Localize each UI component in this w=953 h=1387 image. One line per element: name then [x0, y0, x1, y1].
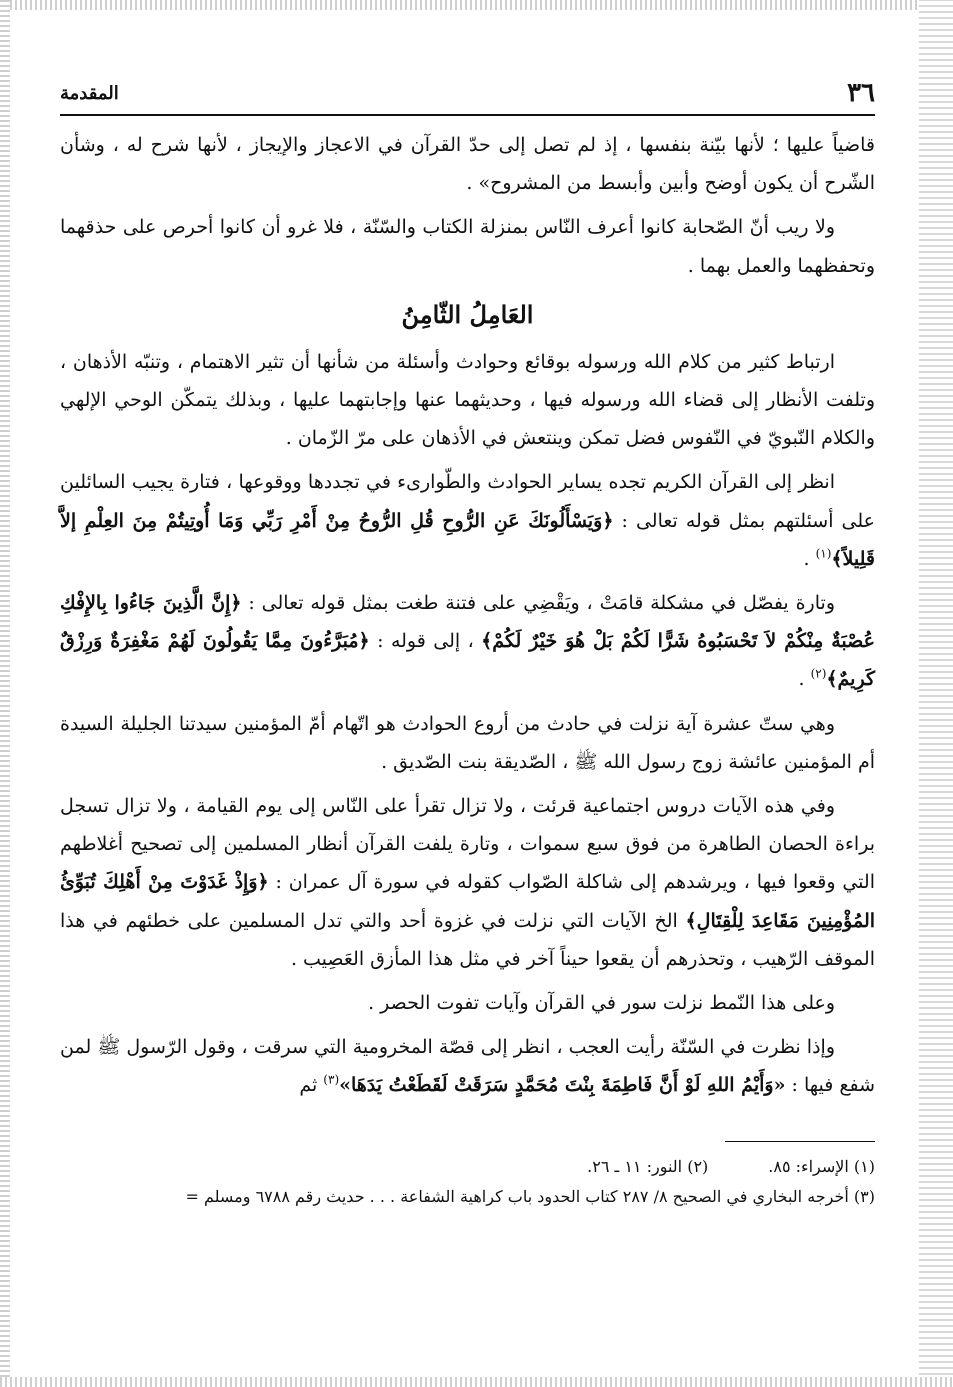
paragraph-end: ثم	[299, 1074, 318, 1097]
paragraph-continuation: قاضياً عليها ؛ لأنها بيّنة بنفسها ، إذ لم تصل إلى حدّ القرآن في الاعجاز والإيجاز ، لأنها شرح له ، وشأن الشّرح أن يكون أوضح وأبين وأبسط من المشروح» .	[60, 134, 875, 195]
page-border-bottom	[0, 1377, 953, 1387]
running-title: المقدمة	[60, 82, 119, 104]
paragraph-factor-eight: ارتباط كثير من كلام الله ورسوله بوقائع وحوادث وأسئلة من شأنها أن تثير الاهتمام ، وتنبّه الأذهان ، وتلفت الأنظار إلى قضاء الله ورسوله فيها ، وحديثهما عنها وإجابتهما عليها ، وبذلك يتمكّن الوحي الإلهي والكلام النّبويّ في النّفوس فضل تمكن وينتعش في الأذهان على مرّ الزّمان .	[60, 350, 875, 450]
paragraph-text: انظر إلى القرآن الكريم تجده يساير الحوادث والطّوارىء في تجددها ووقوعها ، فتارة يجيب السائلين على أسئلتهم بمثل قوله تعالى :	[60, 471, 875, 532]
footnote-marker-1: (١)	[815, 546, 832, 561]
page-border-right	[919, 0, 953, 1387]
paragraph-text: ، إلى قوله :	[377, 630, 474, 653]
paragraph-text: وتارة يفصّل في مشكلة قامَتْ ، ويَقْضِي على فتنة طغت بمثل قوله تعالى :	[248, 592, 835, 615]
quran-verse-ifk: ﴿إِنَّ الَّذِينَ جَاءُوا بِالإِفْكِ عُصْبَةٌ مِنْكُمْ لاَ تَحْسَبُوهُ شَرًّا لَكُمْ بَلْ هُوَ خَيْرٌ لَكُمْ﴾	[60, 592, 875, 653]
paragraph-sunnah	[60, 1028, 875, 1104]
footnote-3: (٣) أخرجه البخاري في الصحيح ٨/ ٢٨٧ كتاب الحدود باب كراهية الشفاعة . . . حديث رقم ٦٧٨٨ ومسلم =	[185, 1186, 875, 1206]
paragraph-aisha: وهي ستّ عشرة آية نزلت في حادث من أروع الحوادث هو اتّهام أمّ المؤمنين سيدتنا الجليلة السيدة أم المؤمنين عائشة زوج رسول الله ﷺ ، الصّديقة بنت الصّديق .	[60, 712, 875, 773]
page-border-left	[0, 0, 10, 1387]
paragraph-companions: ولا ريب أنّ الصّحابة كانوا أعرف النّاس بمنزلة الكتاب والسّنّة ، فلا غرو أن كانوا أحرص على حذقهما وتحفظهما والعمل بهما .	[60, 216, 875, 277]
footnote-1: (١) الإسراء: ٨٥.	[768, 1156, 875, 1176]
paragraph-text: وفي هذه الآيات دروس اجتماعية قرئت ، ولا تزال تقرأ على النّاس إلى يوم القيامة ، ولا تزال تسجل براءة الحصان الطاهرة من فوق سبع سموات ، وتارة يلفت القرآن أنظار المسلمين إلى تصحيح أغلاطهم التي وقعوا فيها ، ويرشدهم إلى شاكلة الصّواب كقوله في سورة آل عمران :	[60, 795, 875, 894]
book-page	[60, 72, 875, 1212]
footnote-separator	[725, 1141, 875, 1142]
footnote-marker-3: (٣)	[323, 1073, 340, 1088]
paragraph-lessons	[60, 787, 875, 978]
paragraph-pattern: وعلى هذا النّمط نزلت سور في القرآن وآيات تفوت الحصر .	[368, 992, 835, 1015]
paragraph-text: الخ الآيات التي نزلت في غزوة أحد والتي تدل المسلمين على خطئهم في هذا الموقف الرّهيب ، وتحذرهم أن يقعوا حيناً آخر في مثل هذا المأزق العَصِيب .	[60, 909, 875, 970]
paragraph-quran-events	[60, 463, 875, 578]
paragraph-end: .	[798, 668, 805, 691]
footnote-2: (٢) النور: ١١ ـ ٢٦.	[587, 1156, 709, 1176]
footnotes	[60, 1152, 875, 1212]
hadith-quote: «وَأَيْمُ اللهِ لَوْ أَنَّ فَاطِمَةَ بِنْتَ مُحَمَّدٍ سَرَقَتْ لَقَطَعْتُ يَدَهَا»	[339, 1074, 786, 1097]
body-text	[60, 126, 875, 1105]
quran-verse-ruh: ﴿وَيَسْأَلُونَكَ عَنِ الرُّوحِ قُلِ الرُّوحُ مِنْ أَمْرِ رَبِّي وَمَا أُوتِيتُمْ مِنَ العِلْمِ إلاَّ قَلِيلاً﴾	[60, 509, 875, 570]
footnote-marker-2: (٢)	[810, 667, 827, 682]
paragraph-text: وإذا نظرت في السّنّة رأيت العجب ، انظر إلى قصّة المخرومية التي سرقت ، وقول الرّسول ﷺ لمن شفع فيها :	[60, 1036, 875, 1097]
page-header	[60, 72, 875, 116]
quran-verse-mubarraun: ﴿مُبَرَّءُونَ مِمَّا يَقُولُونَ لَهُمْ مَغْفِرَةٌ وَرِزْقٌ كَرِيمٌ﴾	[60, 630, 875, 691]
paragraph-ifk	[60, 584, 875, 699]
page-number: ٣٦	[847, 78, 875, 108]
paragraph-end: .	[803, 547, 810, 570]
quran-verse-uhud: ﴿وَإِذْ غَدَوْتَ مِنْ أَهْلِكَ تُبَوِّئُ المُؤْمِنِينَ مَقَاعِدَ لِلْقِتَالِ﴾	[60, 871, 876, 932]
page-border-top	[0, 0, 953, 10]
footnote-row	[60, 1152, 875, 1182]
section-heading: العَامِلُ الثّامِنُ	[401, 299, 534, 329]
